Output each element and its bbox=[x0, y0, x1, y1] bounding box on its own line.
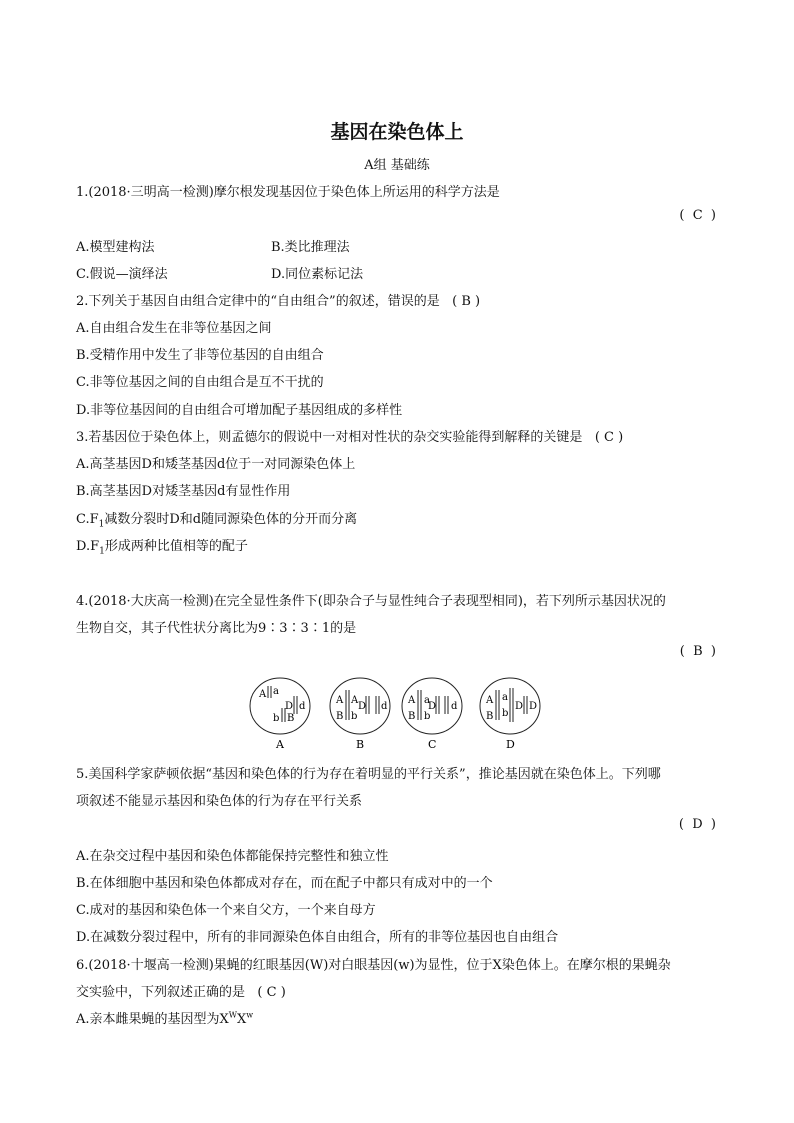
q2-option-d: D.非等位基因间的自由组合可增加配子基因组成的多样性 bbox=[76, 403, 403, 418]
cell-a-gene-1: A bbox=[259, 689, 267, 700]
page-title: 基因在染色体上 bbox=[330, 121, 464, 143]
q4-stem-line2: 生物自交，其子代性状分离比为9∶3∶3∶1的是 bbox=[76, 621, 357, 636]
figure-label-b: B bbox=[356, 738, 365, 751]
q5-option-d: D.在减数分裂过程中，所有的非同源染色体自由组合，所有的非等位基因也自由组合 bbox=[76, 930, 559, 945]
cell-b-gene-4: b bbox=[351, 711, 358, 722]
figure-label-c: C bbox=[428, 738, 437, 751]
cell-a-gene-3: D bbox=[285, 701, 294, 712]
cell-c-gene-6: d bbox=[451, 701, 458, 712]
cell-a-gene-4: d bbox=[299, 701, 306, 712]
cell-c-gene-4: b bbox=[424, 711, 431, 722]
cell-c bbox=[402, 678, 462, 734]
q6-stem: 交实验中，下列叙述正确的是 bbox=[76, 985, 246, 1000]
cell-b bbox=[330, 678, 390, 734]
q2-stem: 2.下列关于基因自由组合定律中的“自由组合”的叙述，错误的是 bbox=[76, 294, 440, 309]
cell-d-gene-5: D bbox=[515, 701, 524, 712]
q2-option-c: C.非等位基因之间的自由组合是互不干扰的 bbox=[76, 375, 324, 390]
cell-figure-svg bbox=[248, 676, 548, 752]
q5-stem-line2: 项叙述不能显示基因和染色体的行为存在平行关系 bbox=[76, 794, 363, 809]
q6-option-a: A.亲本雌果蝇的基因型为$X^WX^w$ bbox=[76, 1010, 254, 1027]
cell-a-gene-2: a bbox=[273, 686, 279, 697]
cell-a-gene-6: B bbox=[287, 713, 295, 724]
cell-b-gene-2: A bbox=[351, 695, 359, 706]
q2-stem-line bbox=[76, 290, 480, 309]
q3-answer: ( C ) bbox=[594, 430, 624, 445]
q3-option-c: $C.F_1$减数分裂时D和d随同源染色体的分开而分离 bbox=[76, 512, 358, 530]
cell-d-gene-3: B bbox=[486, 711, 494, 722]
cell-d-gene-4: b bbox=[502, 708, 509, 719]
cell-d-gene-6: D bbox=[529, 701, 538, 712]
q5-answer: ( D ) bbox=[678, 817, 716, 832]
q5-option-b: B.在体细胞中基因和染色体都成对存在，而在配子中都只有成对中的一个 bbox=[76, 876, 493, 891]
q1-option-d: D.同位素标记法 bbox=[271, 267, 364, 282]
q3-option-a: A.高茎基因D和矮茎基因d位于一对同源染色体上 bbox=[76, 457, 356, 472]
cell-a-gene-5: b bbox=[273, 713, 280, 724]
q2-option-a: A.自由组合发生在非等位基因之间 bbox=[76, 321, 272, 336]
cell-b-gene-6: d bbox=[381, 701, 388, 712]
q1-option-a: A.模型建构法 bbox=[76, 240, 155, 255]
q5-stem-line1: 5.美国科学家萨顿依据“基因和染色体的行为存在着明显的平行关系”，推论基因就在染色体上。下列哪 bbox=[76, 767, 661, 782]
cell-d-gene-2: a bbox=[502, 692, 508, 703]
q6-stem-line1: 6.(2018·十堰高一检测)果蝇的红眼基因(W)对白眼基因(w)为显性，位于X染色体上。在摩尔根的果蝇杂 bbox=[76, 958, 671, 973]
q4-answer: ( B ) bbox=[679, 644, 716, 659]
cell-b-gene-3: B bbox=[336, 711, 344, 722]
cell-b-gene-5: D bbox=[358, 701, 367, 712]
figure-label-a: A bbox=[276, 738, 284, 751]
cell-c-gene-1: A bbox=[408, 695, 416, 706]
q3-option-b: B.高茎基因D对矮茎基因d有显性作用 bbox=[76, 484, 291, 499]
section-subtitle: A组 基础练 bbox=[364, 158, 430, 173]
q1-option-b: B.类比推理法 bbox=[271, 240, 350, 255]
cell-a bbox=[250, 678, 310, 734]
cell-c-gene-3: B bbox=[408, 711, 416, 722]
cell-d-gene-1: A bbox=[486, 695, 494, 706]
q4-cell-diagram bbox=[248, 676, 548, 752]
cell-d bbox=[480, 678, 540, 734]
cell-c-gene-2: a bbox=[424, 695, 430, 706]
q1-stem: 1.(2018·三明高一检测)摩尔根发现基因位于染色体上所运用的科学方法是 bbox=[76, 185, 500, 200]
q2-answer: ( B ) bbox=[452, 294, 481, 309]
q1-option-c: C.假说—演绎法 bbox=[76, 267, 168, 282]
q3-stem: 3.若基因位于染色体上，则孟德尔的假说中一对相对性状的杂交实验能得到解释的关键是 bbox=[76, 430, 583, 445]
cell-b-gene-1: A bbox=[336, 695, 344, 706]
q3-option-d: $D.F_1$形成两种比值相等的配子 bbox=[76, 539, 248, 557]
q6-answer: ( C ) bbox=[257, 985, 286, 1000]
q4-stem-line1: 4.(2018·大庆高一检测)在完全显性条件下(即杂合子与显性纯合子表现型相同)，若下列所示基因状况的 bbox=[76, 594, 666, 609]
q1-answer: ( C ) bbox=[679, 208, 716, 223]
q5-option-a: A.在杂交过程中基因和染色体都能保持完整性和独立性 bbox=[76, 849, 389, 864]
figure-label-d: D bbox=[506, 738, 515, 751]
q3-stem-line bbox=[76, 426, 623, 445]
cell-c-gene-5: D bbox=[428, 701, 437, 712]
q6-stem-line2 bbox=[76, 981, 286, 1000]
q5-option-c: C.成对的基因和染色体一个来自父方，一个来自母方 bbox=[76, 903, 376, 918]
q2-option-b: B.受精作用中发生了非等位基因的自由组合 bbox=[76, 348, 324, 363]
